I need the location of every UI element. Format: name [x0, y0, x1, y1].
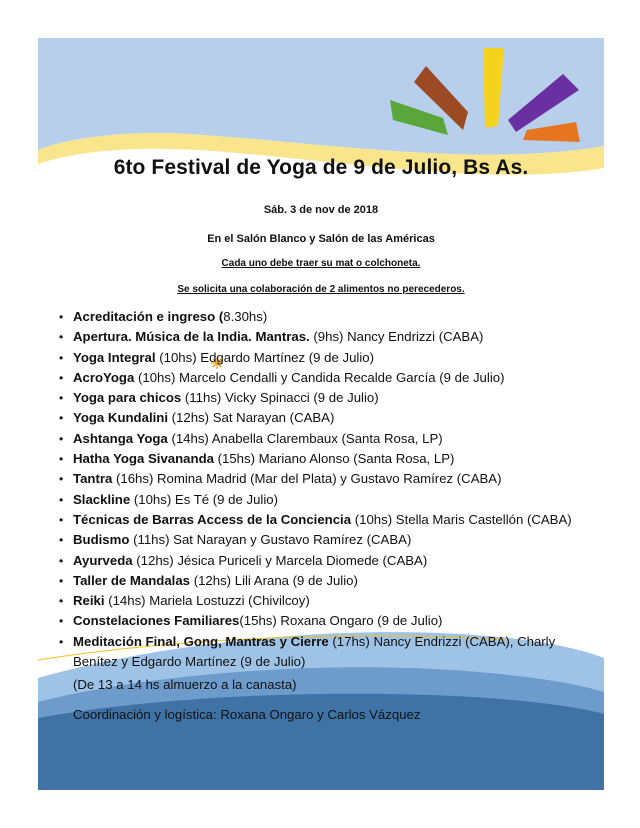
schedule-item: [60, 469, 600, 489]
schedule-item: [60, 611, 600, 631]
activity-details: (15hs) Roxana Ongaro (9 de Julio): [239, 613, 443, 629]
schedule-list: [60, 307, 600, 672]
lunch-note: (De 13 a 14 hs almuerzo a la canasta): [73, 677, 297, 692]
event-venue: En el Salón Blanco y Salón de las Américas: [207, 233, 435, 245]
activity-name: Yoga Kundalini: [73, 410, 168, 426]
coordination-note: Coordinación y logística: Roxana Ongaro y Carlos Vázquez: [73, 707, 421, 722]
activity-details: (12hs) Sat Narayan (CABA): [168, 410, 335, 426]
activity-name: Reiki: [73, 593, 105, 609]
activity-name: Acreditación e ingreso (: [73, 309, 224, 324]
schedule-item: [60, 408, 600, 428]
schedule-item: [60, 348, 600, 368]
note-mat: Cada uno debe traer su mat o colchoneta.: [221, 258, 421, 269]
schedule-item: [60, 388, 600, 408]
activity-details: (14hs) Mariela Lostuzzi (Chivilcoy): [104, 593, 310, 609]
activity-details: (14hs) Anabella Clarembaux (Santa Rosa, LP): [167, 430, 443, 446]
activity-details: (11hs) Sat Narayan y Gustavo Ramírez (CABA): [129, 532, 412, 548]
activity-name: Slackline: [73, 491, 131, 507]
schedule-item: [60, 368, 600, 388]
activity-name: Taller de Mandalas: [73, 572, 191, 588]
activity-name: Yoga para chicos: [73, 390, 182, 406]
activity-details: (12hs) Lili Arana (9 de Julio): [190, 572, 358, 588]
activity-name: Budismo: [73, 532, 130, 548]
schedule-item: [60, 530, 600, 550]
activity-details: (10hs) Edgardo Martínez (9 de Julio): [155, 349, 374, 365]
activity-details: (17hs) Nancy Endrizzi (CABA), Charly: [328, 633, 556, 649]
activity-details-continued: Benítez y Edgardo Martínez (9 de Julio): [73, 654, 306, 670]
activity-name: Técnicas de Barras Access de la Conciencia: [73, 511, 352, 527]
schedule-item: [60, 327, 600, 347]
activity-name: Yoga Integral: [73, 349, 156, 365]
activity-details: (10hs) Es Té (9 de Julio): [130, 491, 278, 507]
activity-name: Tantra: [73, 471, 113, 487]
flyer: [38, 38, 604, 790]
schedule-item: [60, 510, 600, 530]
activity-name: Ashtanga Yoga: [73, 430, 168, 446]
activity-details: (10hs) Marcelo Cendalli y Candida Recalde García (9 de Julio): [134, 369, 505, 385]
note-food: Se solicita una colaboración de 2 alimentos no perecederos.: [177, 284, 465, 295]
activity-name: Apertura. Música de la India. Mantras.: [73, 329, 310, 345]
activity-details: (15hs) Mariano Alonso (Santa Rosa, LP): [213, 451, 455, 467]
activity-name: Ayurveda: [73, 552, 133, 568]
schedule-item: [60, 551, 600, 571]
schedule-item: [60, 571, 600, 591]
activity-name: AcroYoga: [73, 369, 135, 385]
activity-details: 8.30hs): [223, 309, 268, 324]
activity-details: (11hs) Vicky Spinacci (9 de Julio): [181, 390, 379, 406]
schedule-item: [60, 632, 600, 673]
activity-details: (10hs) Stella Maris Castellón (CABA): [351, 511, 572, 527]
activity-details: (9hs) Nancy Endrizzi (CABA): [309, 329, 484, 345]
schedule-item: [60, 449, 600, 469]
festival-title: 6to Festival de Yoga de 9 de Julio, Bs As.: [113, 156, 529, 179]
activity-details: (16hs) Romina Madrid (Mar del Plata) y Gustavo Ramírez (CABA): [112, 471, 502, 487]
schedule-item: [60, 429, 600, 449]
activity-name: Constelaciones Familiares: [73, 613, 240, 629]
schedule-item: [60, 490, 600, 510]
schedule-item: [60, 307, 600, 327]
activity-name: Meditación Final, Gong, Mantras y Cierre: [73, 633, 329, 649]
activity-details: (12hs) Jésica Puriceli y Marcela Diomede (CABA): [132, 552, 428, 568]
event-date: Sáb. 3 de nov de 2018: [263, 204, 379, 216]
activity-name: Hatha Yoga Sivananda: [73, 451, 214, 467]
schedule-item: [60, 591, 600, 611]
